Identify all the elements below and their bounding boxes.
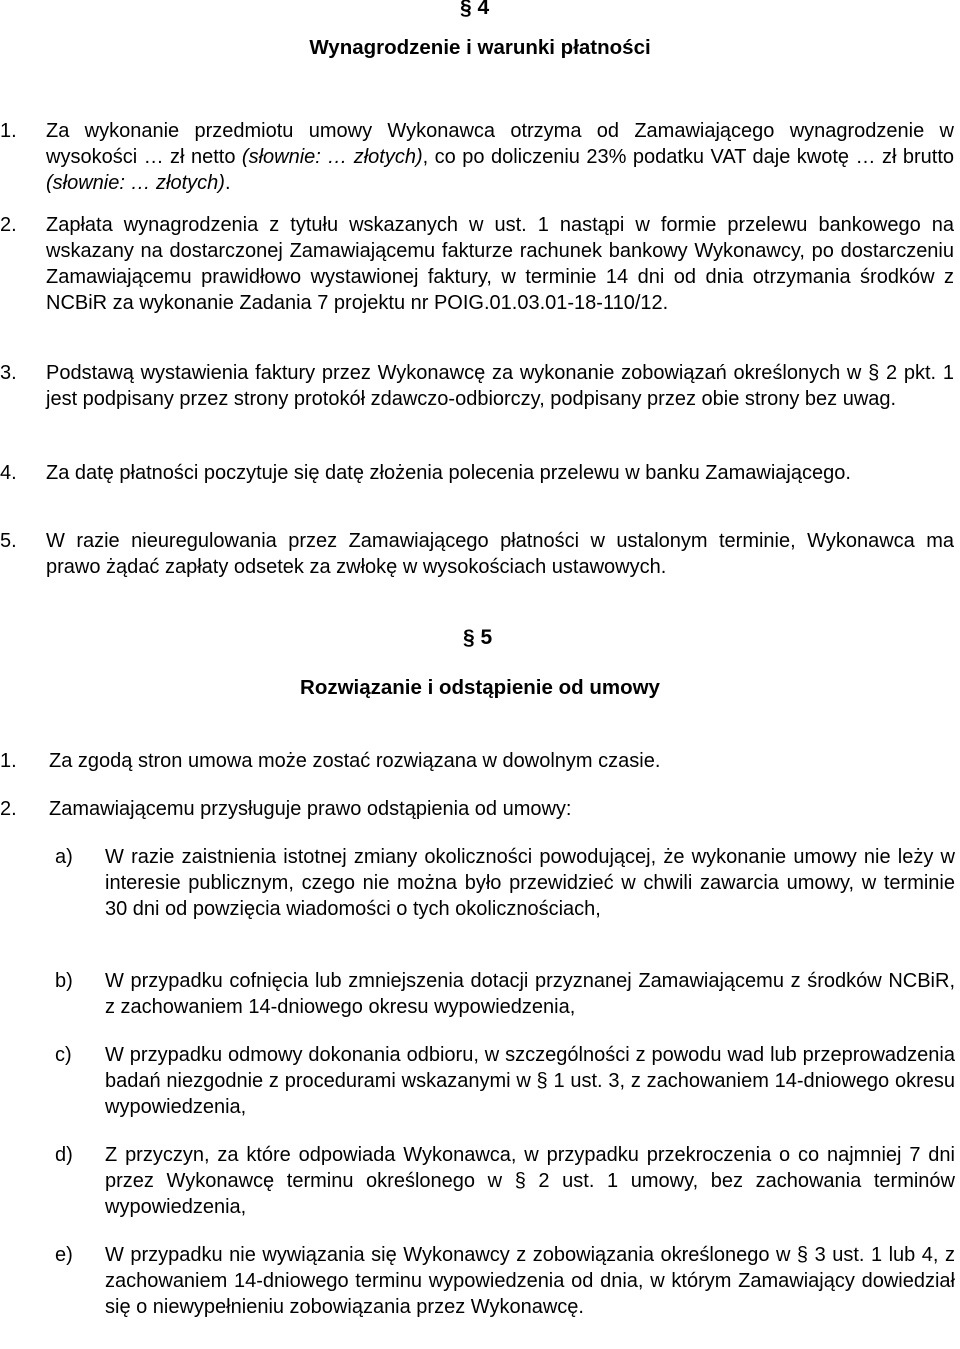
paragraph-5-2: Zamawiającemu przysługuje prawo odstąpienia od umowy: (49, 798, 572, 820)
section-4-mark: § 4 (460, 0, 490, 19)
subitem-text-c: W przypadku odmowy dokonania odbioru, w szczególności z powodu wad lub przeprowadzenia badań niezgodnie z procedurami wskazanymi w § 1 ust. 3, z zachowaniem 14-dniowego okresu wypowiedzenia, (105, 1044, 955, 1118)
item-number: 5. (0, 530, 17, 552)
item-number: 2. (0, 214, 17, 236)
paragraph-4-5: W razie nieuregulowania przez Zamawiającego płatności w ustalonym terminie, Wykonawca ma prawo żądać zapłaty odsetek za zwłokę w wysokościach ustawowych. (46, 530, 954, 578)
item-number: 1. (0, 120, 17, 142)
paragraph-text: Za wykonanie przedmiotu umowy Wykonawca otrzyma od Zamawiającego wynagrodzenie w wysokości … zł netto (46, 120, 954, 168)
subitem-text-e: W przypadku nie wywiązania się Wykonawcy z zobowiązania określonego w § 3 ust. 1 lub 4, z zachowaniem 14-dniowego terminu wypowiedzenia od dnia, w którym Zamawiający dowiedział się o niewypełnieniu zobowiązania przez Wykonawcę. (105, 1244, 955, 1318)
subitem-text-d: Z przyczyn, za które odpowiada Wykonawca, w przypadku przekroczenia o co najmniej 7 dni przez Wykonawcę terminu określonego w § 2 ust. 1 umowy, bez zachowania terminów wypowiedzenia, (105, 1144, 955, 1218)
section-4-title: Wynagrodzenie i warunki płatności (309, 36, 651, 59)
section-5-title: Rozwiązanie i odstąpienie od umowy (300, 676, 660, 699)
subitem-label: c) (55, 1044, 72, 1066)
item-number: 1. (0, 750, 17, 772)
subitem-label: a) (55, 846, 73, 868)
item-number: 4. (0, 462, 17, 484)
subitem-text-b: W przypadku cofnięcia lub zmniejszenia dotacji przyznanej Zamawiającemu z środków NCBiR, z zachowaniem 14-dniowego okresu wypowiedzenia, (105, 970, 955, 1018)
paragraph-text: . (224, 172, 231, 194)
item-number: 2. (0, 798, 17, 820)
paragraph-text: , co po doliczeniu 23% podatku VAT daje kwotę … zł brutto (422, 146, 955, 168)
item-number: 3. (0, 362, 17, 384)
subitem-label: e) (55, 1244, 73, 1266)
paragraph-4-3: Podstawą wystawienia faktury przez Wykonawcę za wykonanie zobowiązań określonych w § 2 pkt. 1 jest podpisany przez strony protokół zdawczo-odbiorczy, podpisany przez obie strony bez uwag. (46, 362, 954, 410)
subitem-label: b) (55, 970, 73, 992)
paragraph-4-4: Za datę płatności poczytuje się datę złożenia polecenia przelewu w banku Zamawiającego. (46, 462, 851, 484)
section-5-mark: § 5 (463, 626, 493, 649)
subitem-label: d) (55, 1144, 73, 1166)
paragraph-text-italic: (słownie: … złotych) (46, 172, 225, 194)
paragraph-4-2: Zapłata wynagrodzenia z tytułu wskazanych w ust. 1 nastąpi w formie przelewu bankowego na wskazany na dostarczonej Zamawiającemu fakturze rachunek bankowy Wykonawcy, po dostarczeniu Zamawiającemu prawidłowo wystawionej faktury, w terminie 14 dni od dnia otrzymania środków z NCBiR za wykonanie Zadania 7 projektu nr POIG.01.03.01-18-110/12. (46, 214, 954, 314)
subitem-text-a: W razie zaistnienia istotnej zmiany okoliczności powodującej, że wykonanie umowy nie leży w interesie publicznym, czego nie można było przewidzieć w chwili zawarcia umowy, w terminie 30 dni od powzięcia wiadomości o tych okolicznościach, (105, 846, 955, 920)
paragraph-5-1: Za zgodą stron umowa może zostać rozwiązana w dowolnym czasie. (49, 750, 661, 772)
paragraph-4-1 (46, 118, 954, 196)
paragraph-text-italic: (słownie: … złotych) (241, 146, 423, 168)
